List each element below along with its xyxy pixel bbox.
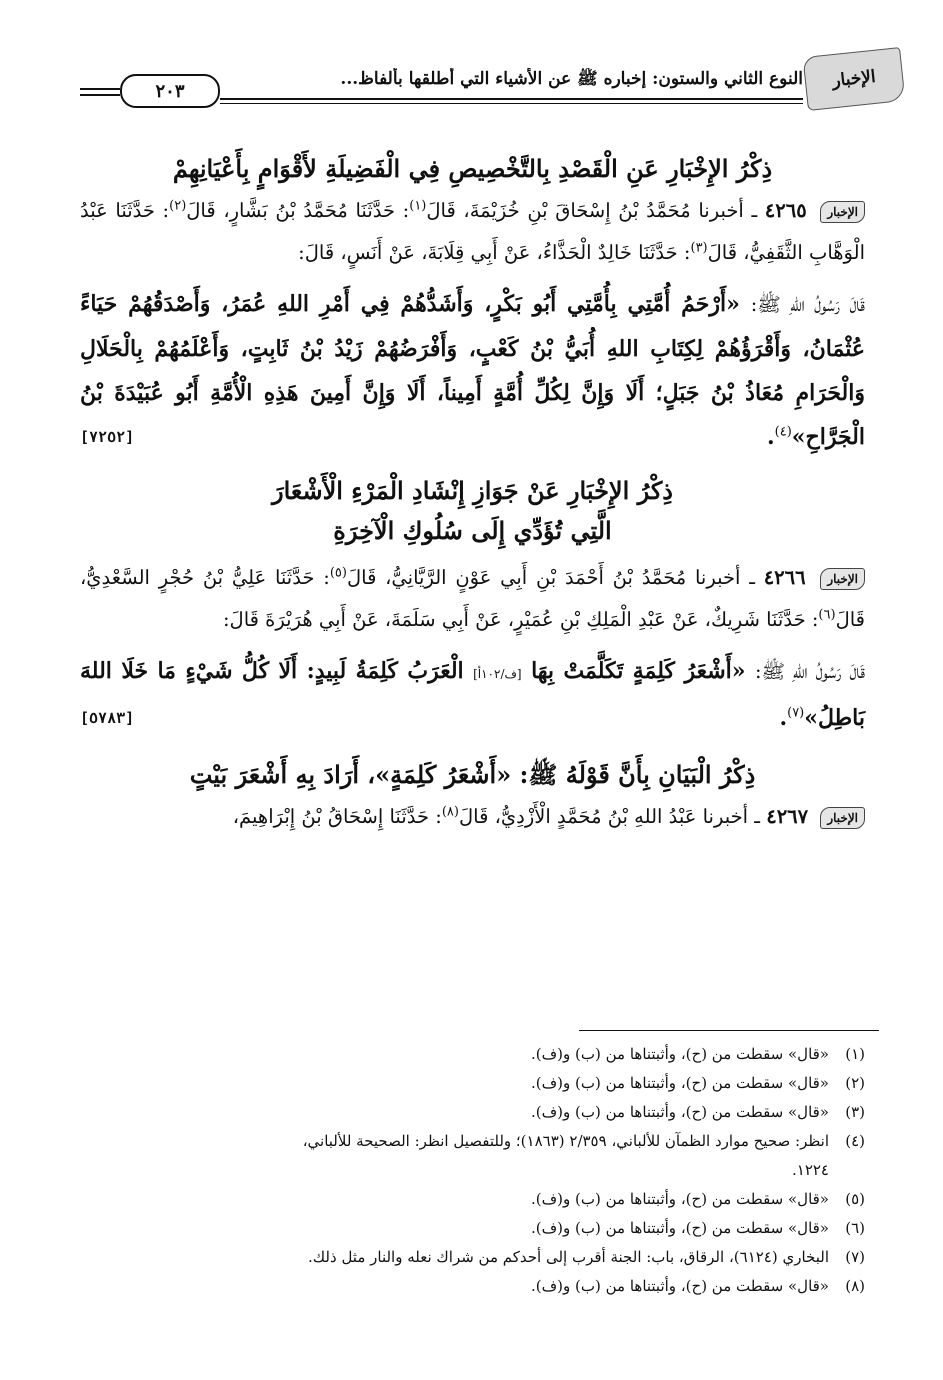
isnad-text: : حَدَّثَنَا شَرِيكٌ، عَنْ عَبْدِ الْمَلِكِ بْنِ عُمَيْرٍ، عَنْ أَبِي سَلَمَةَ، عَنْ أَبِي هُرَيْرَةَ قَالَ:: [222, 608, 819, 631]
footnote-marker: (٨): [441, 804, 459, 820]
heading-line: الَّتِي تُؤَدِّي إِلَى سُلُوكِ الْآخِرَةِ: [333, 516, 612, 545]
footnote-number: (٨): [845, 1277, 865, 1295]
footnote-text: «قال» سقطت من (ح)، وأثبتناها من (ب) و(ف).: [530, 1277, 829, 1295]
footnote: [80, 1272, 865, 1301]
footnotes: [80, 1040, 865, 1301]
hadith-number: ٤٢٦٦: [763, 566, 806, 589]
ikhbar-badge: الإخبار: [820, 807, 865, 829]
footnote-marker: (٥): [329, 565, 347, 581]
footnote: [80, 1127, 865, 1156]
isnad-text: : حَدَّثَنَا مُحَمَّدُ بْنُ بَشَّارٍ، قَالَ: [186, 199, 410, 222]
matn-text: «أَرْحَمُ أُمَّتِي بِأُمَّتِي أَبُو بَكْرٍ، وَأَشَدُّهُمْ فِي أَمْرِ اللهِ عُمَرُ، وَأَصْدَقُهُمْ حَيَاءً عُثْمَانُ، وَأَقْرَؤُهُمْ لِكِتَابِ اللهِ أُبَيُّ بْنُ كَعْبٍ، وَأَفْرَضُهُمْ زَيْدُ بْنُ ثَابِتٍ، وَأَعْلَمُهُمْ بِالْحَلَالِ وَالْحَرَامِ مُعَاذُ بْنُ جَبَلٍ؛ أَلَا وَإِنَّ لِكُلِّ أُمَّةٍ أَمِيناً، أَلَا وَإِنَّ أَمِينَ هَذِهِ الْأُمَّةِ أَبُو عُبَيْدَةَ بْنُ الْجَرَّاحِ»: [80, 291, 865, 450]
matn-intro: قَالَ رَسُولُ اللهِ ﷺ:: [754, 660, 865, 683]
heading-line: ذِكْرُ الإِخْبَارِ عَنْ جَوَازِ إِنْشَادِ الْمَرْءِ الْأَشْعَارَ: [272, 476, 673, 505]
footnote-marker: (٤): [774, 424, 792, 440]
page-number-line: [80, 88, 120, 90]
matn-4265: قَالَ رَسُولُ اللهِ ﷺ: «أَرْحَمُ أُمَّتِي بِأُمَّتِي أَبُو بَكْرٍ، وَأَشَدُّهُمْ فِي أَمْرِ اللهِ عُمَرُ، وَأَصْدَقُهُمْ حَيَاءً عُثْمَانُ، وَأَقْرَؤُهُمْ لِكِتَابِ اللهِ أُبَيُّ بْنُ كَعْبٍ، وَأَفْرَضُهُمْ زَيْدُ بْنُ ثَابِتٍ، وَأَعْلَمُهُمْ بِالْحَلَالِ وَالْحَرَامِ مُعَاذُ بْنُ جَبَلٍ؛ أَلَا وَإِنَّ لِكُلِّ أُمَّةٍ أَمِيناً، أَلَا وَإِنَّ أَمِينَ هَذِهِ الْأُمَّةِ أَبُو عُبَيْدَةَ بْنُ الْجَرَّاحِ»$^{(٤)}$. [٧٢٥٢]: [80, 282, 865, 459]
hadith-number: ٤٢٦٧: [766, 805, 809, 828]
isnad-text: ـ أخبرنا عَبْدُ اللهِ بْنُ مُحَمَّدٍ الْأَزْدِيُّ، قَالَ: [458, 805, 761, 828]
section-heading: ذِكْرُ الْبَيَانِ بِأَنَّ قَوْلَهُ ﷺ: «أَشْعَرُ كَلِمَةٍ»، أَرَادَ بِهِ أَشْعَرَ بَيْتٍ: [189, 760, 756, 789]
isnad-4265: [80, 190, 865, 274]
running-header: [80, 52, 903, 110]
footnote-marker: (٦): [818, 607, 836, 623]
footnote-text: «قال» سقطت من (ح)، وأثبتناها من (ب) و(ف).: [530, 1219, 829, 1237]
footnote-text: البخاري (٦١٢٤)، الرقاق، باب: الجنة أقرب إلى أحدكم من شراك نعله والنار مثل ذلك.: [308, 1248, 829, 1266]
isnad-text: : حَدَّثَنَا عَلِيُّ بْنُ حُجْرٍ السَّعْدِيُّ، قَالَ: [80, 566, 865, 631]
header-title: النوع الثاني والستون: إخباره ﷺ عن الأشياء التي أطلقها بألفاظ...: [340, 69, 803, 89]
ikhbar-badge: الإخبار: [820, 568, 865, 590]
footnote-text: «قال» سقطت من (ح)، وأثبتناها من (ب) و(ف).: [530, 1045, 829, 1063]
header-rule: [220, 98, 803, 104]
footnote-divider: [579, 1030, 879, 1031]
footnote: [80, 1098, 865, 1127]
isnad-text: : حَدَّثَنَا عَبْدُ الْوَهَّابِ الثَّقَفِيُّ، قَالَ: [80, 199, 865, 264]
footnote-text: «قال» سقطت من (ح)، وأثبتناها من (ب) و(ف).: [530, 1103, 829, 1121]
footnote-number: (٢): [845, 1074, 865, 1092]
isnad-4267: [80, 796, 865, 838]
corner-label: الإخبار: [831, 66, 877, 92]
section-heading: ذِكْرُ الإِخْبَارِ عَنِ الْقَصْدِ بِالتَّخْصِيصِ فِي الْفَضِيلَةِ لأَقْوَامٍ بِأَعْيَانِهِمْ: [172, 154, 773, 183]
puzzle-corner-emblem: [802, 47, 905, 111]
footnote-continuation: ١٢٢٤.: [791, 1161, 829, 1179]
footnote-marker: (٣): [690, 240, 708, 256]
isnad-text: : حَدَّثَنَا إِسْحَاقُ بْنُ إِبْرَاهِيمَ،: [232, 805, 442, 828]
footnote-marker: (١): [409, 198, 427, 214]
isnad-text: ـ أخبرنا مُحَمَّدُ بْنُ أَحْمَدَ بْنِ أَبِي عَوْنٍ الرَّيَّانِيُّ، قَالَ: [346, 566, 755, 589]
footnote-text: «قال» سقطت من (ح)، وأثبتناها من (ب) و(ف).: [530, 1190, 829, 1208]
footnote-number: (٥): [845, 1190, 865, 1208]
isnad-4266: [80, 557, 865, 641]
matn-intro: قَالَ رَسُولُ اللهِ ﷺ:: [750, 293, 865, 316]
footnote-number: (٧): [845, 1248, 865, 1266]
page-number-line: [80, 94, 120, 96]
footnote-text: انظر: صحيح موارد الظمآن للألباني، ٢/٣٥٩ (١٨٦٣)؛ وللتفصيل انظر: الصحيحة للألباني،: [302, 1132, 829, 1150]
hadith-number: ٤٢٦٥: [764, 199, 807, 222]
isnad-text: ـ أخبرنا مُحَمَّدُ بْنُ إِسْحَاقَ بْنِ خُزَيْمَةَ، قَالَ: [426, 199, 758, 222]
matn-4266: قَالَ رَسُولُ اللهِ ﷺ: «أَشْعَرُ كَلِمَةٍ تَكَلَّمَتْ بِهَا [ف/١٠٢أ] الْعَرَبُ كَلِمَةُ لَبِيدٍ: أَلَا كُلُّ شَيْءٍ مَا خَلَا اللهَ بَاطِلُ»$^{(٧)}$. [٥٧٨٣]: [80, 649, 865, 740]
footnote: [80, 1185, 865, 1214]
footnote: [80, 1243, 865, 1272]
footnote: [80, 1040, 865, 1069]
footnote: [80, 1214, 865, 1243]
footnote-text: «قال» سقطت من (ح)، وأثبتناها من (ب) و(ف).: [530, 1074, 829, 1092]
main-content: [80, 148, 865, 838]
matn-text: الْعَرَبُ كَلِمَةُ لَبِيدٍ: أَلَا كُلُّ شَيْءٍ مَا خَلَا اللهَ بَاطِلُ»: [80, 658, 865, 731]
matn-text: «أَشْعَرُ كَلِمَةٍ تَكَلَّمَتْ بِهَا: [531, 658, 746, 684]
section-heading: [80, 471, 865, 551]
folio-marker: [ف/١٠٢أ]: [473, 667, 522, 681]
isnad-text: : حَدَّثَنَا خَالِدٌ الْحَذَّاءُ، عَنْ أَبِي قِلَابَةَ، عَنْ أَنَسٍ، قَالَ:: [298, 241, 691, 264]
cross-reference: [٧٢٥٢]: [80, 428, 135, 446]
footnote-marker: (٢): [169, 198, 187, 214]
footnote-number: (٦): [845, 1219, 865, 1237]
footnote-marker: (٧): [787, 705, 805, 721]
footnote-number: (١): [845, 1045, 865, 1063]
footnote-number: (٤): [845, 1132, 865, 1150]
footnote: [80, 1069, 865, 1098]
cross-reference: [٥٧٨٣]: [80, 709, 135, 727]
footnote-number: (٣): [845, 1103, 865, 1121]
ikhbar-badge: الإخبار: [820, 201, 865, 223]
page-number: ٢٠٣: [120, 74, 220, 108]
